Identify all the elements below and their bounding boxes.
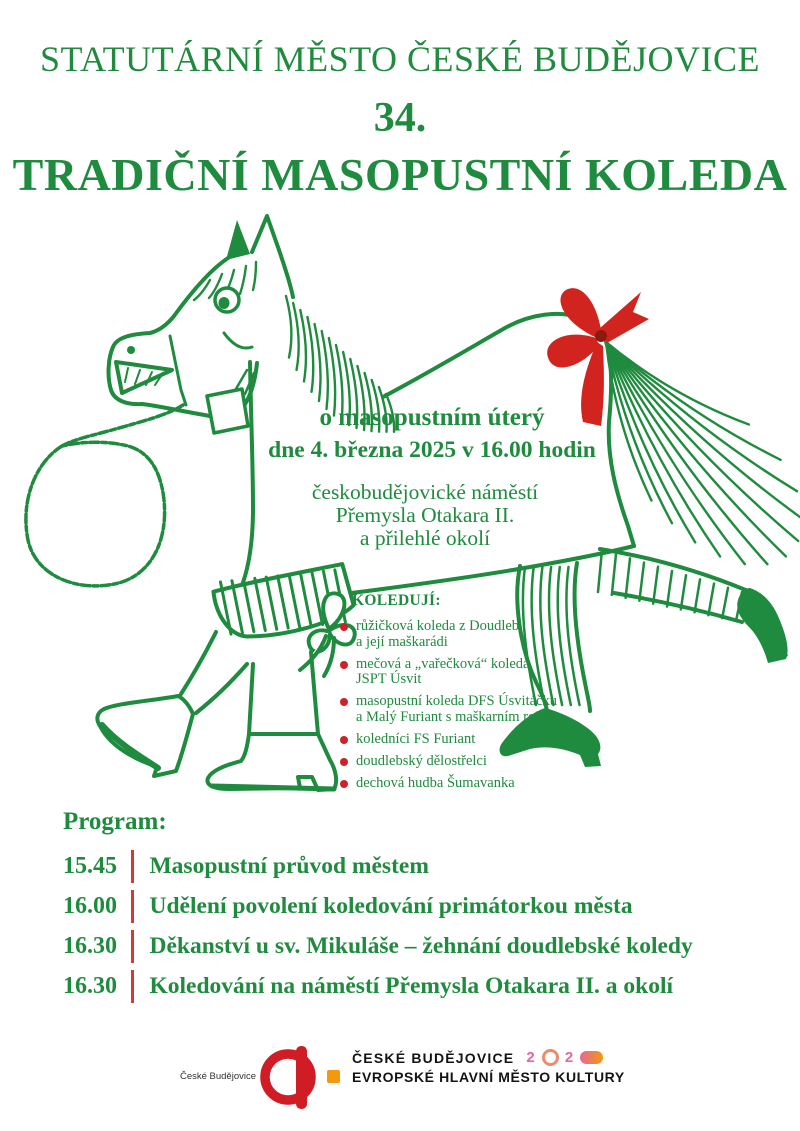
program-time: 15.45: [63, 852, 117, 879]
list-item: [340, 694, 600, 725]
striped-shorts: [212, 563, 356, 676]
horse-head: [109, 216, 293, 433]
bullet-icon: [340, 736, 348, 744]
program-row: [63, 846, 773, 886]
bell-tag-icon: [207, 389, 248, 433]
rope-loop-icon: [26, 405, 183, 586]
program-row: [63, 966, 773, 1006]
rear-leg-extended: [598, 549, 788, 663]
city-logo-label: České Budějovice: [179, 1071, 256, 1082]
item-line1: doudlebský dělostřelci: [356, 752, 487, 769]
venue-line2: Přemysla Otakara II.: [335, 503, 515, 527]
event-when-line1: o masopustním úterý: [319, 404, 545, 431]
front-legs: [97, 632, 336, 790]
capital-logo-line1: ČESKÉ BUDĚJOVICE: [352, 1049, 515, 1066]
red-divider: [131, 930, 134, 963]
program-text: Masopustní průvod městem: [149, 852, 429, 879]
horse-ear-left-icon: [226, 220, 250, 260]
edition-number: 34.: [373, 95, 427, 141]
program-section: [63, 808, 773, 1006]
year-digit-zero-icon: [542, 1049, 559, 1066]
program-rows: [63, 846, 773, 1006]
horse-mouth-icon: [116, 362, 172, 393]
capital-logo-line2: EVROPSKÉ HLAVNÍ MĚSTO KULTURY: [352, 1069, 625, 1085]
poster-title: TRADIČNÍ MASOPUSTNÍ KOLEDA: [12, 149, 788, 200]
program-text: Děkanství u sv. Mikuláše – žehnání doudlebské koledy: [149, 932, 693, 959]
event-when-line2: dne 4. března 2025 v 16.00 hodin: [268, 437, 596, 463]
red-divider: [131, 970, 134, 1003]
item-line2: JSPT Úsvit: [356, 671, 422, 687]
program-time: 16.30: [63, 972, 117, 999]
program-time: 16.00: [63, 892, 117, 919]
bullet-icon: [340, 698, 348, 706]
horse-nostril-icon: [127, 346, 135, 354]
horse-ear-right-icon: [252, 216, 279, 252]
list-item: [340, 657, 600, 688]
program-text: Koledování na náměstí Přemysla Otakara II. a okolí: [149, 972, 674, 999]
program-row: [63, 886, 773, 926]
venue-line1: českobudějovické náměstí: [311, 480, 539, 504]
koleduji-heading: KOLEDUJÍ:: [352, 592, 441, 609]
event-when: [252, 404, 612, 464]
bullet-icon: [340, 623, 348, 631]
red-divider: [131, 890, 134, 923]
program-heading: Program:: [63, 808, 167, 835]
capital-of-culture-logo: [352, 1049, 625, 1085]
municipality-line: STATUTÁRNÍ MĚSTO ČESKÉ BUDĚJOVICE: [40, 39, 760, 79]
list-item: [340, 776, 600, 792]
bullet-icon: [340, 780, 348, 788]
city-logo-icon: [250, 1042, 360, 1112]
program-row: [63, 926, 773, 966]
item-line2: a její maškarádi: [356, 633, 448, 650]
venue-line3: a přilehlé okolí: [359, 526, 491, 550]
year-digit-eight-icon: [580, 1051, 603, 1064]
item-line1: růžičková koleda z Doudleb: [356, 618, 520, 634]
program-text: Udělení povolení koledování primátorkou města: [149, 892, 633, 919]
year-digit: 2: [564, 1049, 575, 1066]
capital-logo-year: [523, 1049, 603, 1066]
event-venue: [252, 481, 598, 550]
item-line1: koledníci FS Furiant: [356, 730, 476, 747]
list-item: [340, 732, 600, 748]
item-line2: a Malý Furiant s maškarním rejem: [356, 708, 557, 725]
standing-boot-icon: [207, 734, 336, 790]
program-time: 16.30: [63, 932, 117, 959]
item-line1: dechová hudba Šumavanka: [356, 774, 515, 791]
item-line1: mečová a „vařečková“ koleda: [356, 655, 530, 672]
list-item: [340, 754, 600, 770]
red-divider: [131, 850, 134, 883]
item-line1: masopustní koleda DFS Úsvitáčku: [356, 693, 557, 709]
year-digit: 2: [526, 1049, 536, 1066]
bullet-icon: [340, 758, 348, 766]
bullet-icon: [340, 661, 348, 669]
koleduji-section: [340, 592, 600, 798]
poster-header: [0, 0, 800, 201]
horse-tail: [606, 342, 800, 564]
list-item: [340, 619, 600, 650]
